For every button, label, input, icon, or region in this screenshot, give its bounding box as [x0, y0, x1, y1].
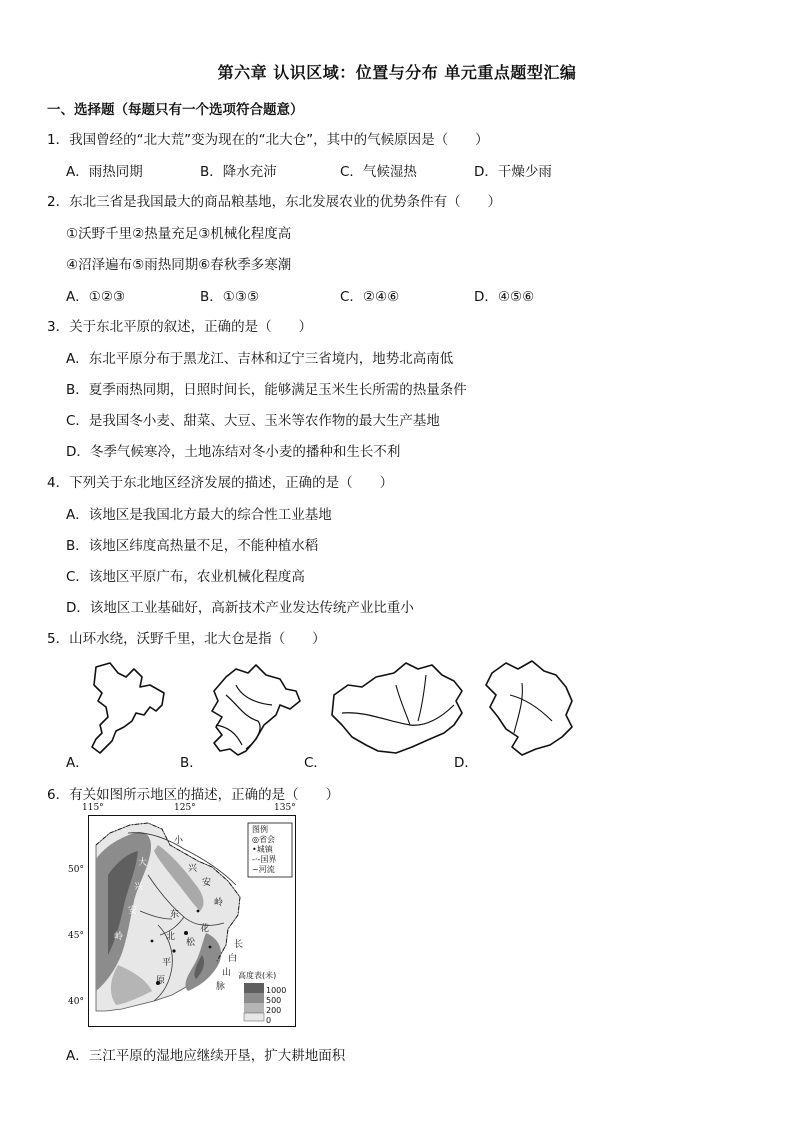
q2-conditions-line-1: ①沃野千里②热量充足③机械化程度高 [66, 226, 292, 242]
place-char: 东 [170, 910, 180, 920]
place-char: 脉 [216, 982, 226, 992]
lat-label-45: 45° [68, 931, 84, 941]
legend-town: •城镇 [252, 845, 273, 854]
q4-option-c[interactable]: C．该地区平原广布，农业机械化程度高 [66, 569, 305, 585]
place-char: 平 [162, 958, 172, 968]
legend-title: 图例 [252, 825, 268, 834]
elevation-title: 高度表(米) [238, 971, 277, 980]
lon-label-135: 135° [274, 803, 296, 813]
lon-label-115: 115° [82, 803, 104, 813]
lon-label-125: 125° [174, 803, 196, 813]
elev-500: 500 [266, 996, 282, 1005]
place-char: 长 [234, 940, 244, 950]
elev-200: 200 [266, 1006, 282, 1015]
question-2-stem: 2．东北三省是我国最大的商品粮基地，东北发展农业的优势条件有（ ） [47, 194, 502, 210]
q5-outline-maps [66, 655, 606, 770]
legend-border: -·-国界 [252, 855, 277, 864]
q1-option-b[interactable]: B．降水充沛 [200, 164, 277, 180]
legend-river: ~河流 [252, 865, 275, 874]
q1-option-c[interactable]: C．气候湿热 [340, 164, 417, 180]
q4-option-a[interactable]: A．该地区是我国北方最大的综合性工业基地 [66, 507, 332, 523]
place-char: 松 [186, 938, 196, 948]
place-char: 原 [156, 976, 166, 986]
q1-option-d[interactable]: D．干燥少雨 [474, 164, 552, 180]
q2-option-c[interactable]: C．②④⑥ [340, 289, 400, 305]
place-char: 安 [128, 906, 138, 916]
lat-label-40: 40° [68, 997, 84, 1007]
q3-option-a[interactable]: A．东北平原分布于黑龙江、吉林和辽宁三省境内，地势北高南低 [66, 351, 454, 367]
page-title: 第六章 认识区域：位置与分布 单元重点题型汇编 [217, 63, 577, 82]
place-char: 大 [138, 858, 148, 868]
q6-terrain-map [68, 803, 296, 1027]
map-b-outline-icon [212, 665, 300, 755]
q2-option-a[interactable]: A．①②③ [66, 289, 126, 305]
place-char: 安 [202, 878, 212, 888]
place-char: 岭 [214, 898, 224, 908]
q1-option-a[interactable]: A．雨热同期 [66, 164, 143, 180]
q6-option-a[interactable]: A．三江平原的湿地应继续开垦，扩大耕地面积 [66, 1048, 346, 1064]
section-heading: 一、选择题（每题只有一个选项符合题意） [47, 102, 304, 118]
q5-label-a[interactable]: A． [66, 755, 89, 771]
q4-option-d[interactable]: D．该地区工业基础好，高新技术产业发达传统产业比重小 [66, 600, 414, 616]
elev-1000: 1000 [266, 986, 287, 995]
question-4-stem: 4．下列关于东北地区经济发展的描述，正确的是（ ） [47, 475, 394, 491]
q5-map-options [66, 655, 606, 770]
map-a-outline-icon [92, 663, 164, 753]
map-legend [252, 825, 276, 875]
place-char: 岭 [114, 932, 124, 942]
question-1-stem: 1．我国曾经的“北大荒”变为现在的“北大仓”，其中的气候原因是（ ） [47, 132, 489, 148]
question-6-stem: 6．有关如图所示地区的描述，正确的是（ ） [47, 787, 340, 803]
q5-label-d[interactable]: D． [454, 755, 478, 771]
question-5-stem: 5．山环水绕，沃野千里，北大仓是指（ ） [47, 631, 326, 647]
elev-0: 0 [266, 1016, 272, 1025]
q4-option-b[interactable]: B．该地区纬度高热量不足，不能种植水稻 [66, 538, 319, 554]
place-char: 花 [200, 924, 210, 934]
place-char: 山 [222, 968, 232, 978]
place-char: 北 [166, 932, 176, 942]
question-3-stem: 3．关于东北平原的叙述，正确的是（ ） [47, 319, 313, 335]
place-char: 白 [228, 954, 238, 964]
map-d-outline-icon [486, 661, 572, 755]
q2-option-d[interactable]: D．④⑤⑥ [474, 289, 535, 305]
q5-label-c[interactable]: C． [304, 755, 327, 771]
place-char: 兴 [188, 864, 198, 874]
q5-label-b[interactable]: B． [180, 755, 203, 771]
q3-option-d[interactable]: D．冬季气候寒冷，土地冻结对冬小麦的播种和生长不利 [66, 444, 401, 460]
place-char: 小 [174, 836, 184, 846]
q2-conditions-line-2: ④沼泽遍布⑤雨热同期⑥春秋季多寒潮 [66, 257, 292, 273]
elevation-values [266, 986, 286, 1026]
q2-option-b[interactable]: B．①③⑤ [200, 289, 260, 305]
legend-capital: ◎省会 [252, 835, 275, 844]
lat-label-50: 50° [68, 865, 84, 875]
q3-option-c[interactable]: C．是我国冬小麦、甜菜、大豆、玉米等农作物的最大生产基地 [66, 413, 440, 429]
q3-option-b[interactable]: B．夏季雨热同期，日照时间长，能够满足玉米生长所需的热量条件 [66, 382, 467, 398]
place-char: 兴 [134, 882, 144, 892]
map-c-outline-icon [332, 663, 462, 753]
